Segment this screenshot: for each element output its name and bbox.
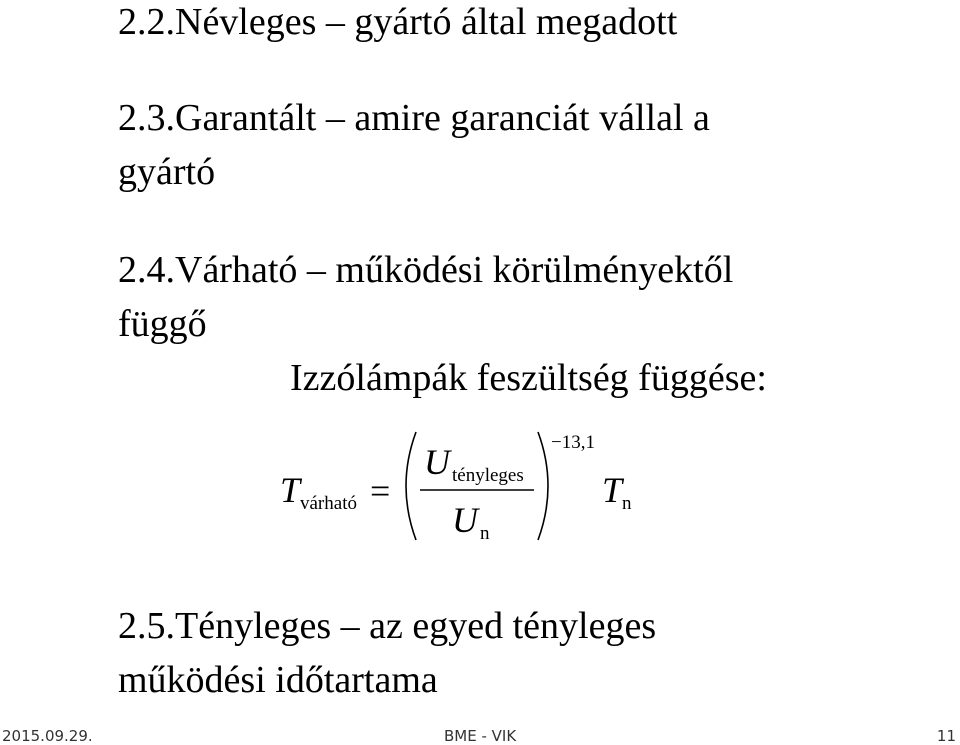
- formula-numerator-symbol: U: [424, 442, 450, 482]
- subheading-izzolampak: Izzólámpák feszültség függése:: [290, 357, 767, 399]
- formula-rhs-subscript: n: [622, 493, 632, 514]
- formula-exponent: −13,1: [551, 432, 595, 453]
- formula-numerator-subscript: tényleges: [452, 465, 524, 486]
- footer-date: 2015.09.29.: [2, 727, 93, 745]
- formula-lhs-symbol: T: [280, 470, 301, 510]
- item-garantalt-line2: gyártó: [118, 151, 216, 193]
- item-garantalt-line1: 2.3.Garantált – amire garanciát vállal a: [118, 97, 710, 139]
- formula-denominator-subscript: n: [480, 523, 490, 544]
- item-tenyleges-line2: működési időtartama: [118, 659, 438, 701]
- formula-lhs-subscript: várható: [300, 493, 357, 514]
- footer-organization: BME - VIK: [444, 727, 517, 745]
- right-parenthesis: [538, 432, 548, 540]
- item-tenyleges-line1: 2.5.Tényleges – az egyed tényleges: [118, 605, 657, 647]
- formula-rhs-symbol: T: [602, 470, 623, 510]
- left-parenthesis: [406, 432, 416, 540]
- item-nevleges: 2.2.Névleges – gyártó által megadott: [118, 1, 678, 43]
- item-varhato-line2: függő: [118, 303, 207, 345]
- formula-equals: =: [370, 471, 391, 511]
- item-varhato-line1: 2.4.Várható – működési körülményektől: [118, 249, 734, 291]
- footer-page-number: 11: [936, 727, 956, 745]
- formula-denominator-symbol: U: [452, 500, 478, 540]
